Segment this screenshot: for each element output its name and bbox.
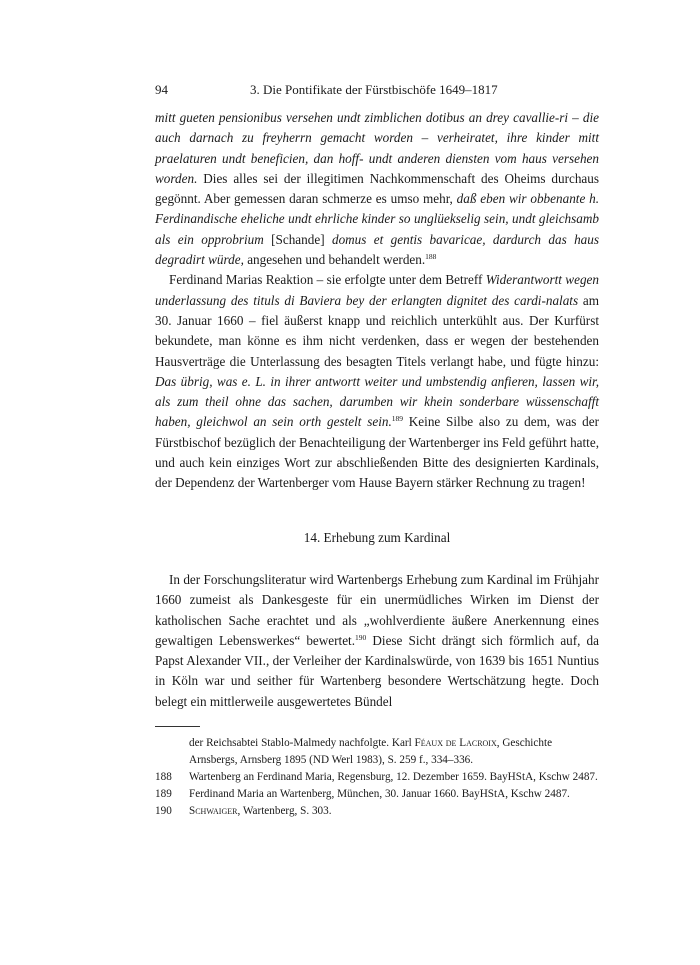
footnote-text: Wartenberg an Ferdinand Maria, Regensburg, 12. Dezember 1659. BayHStA, Kschw 2487. bbox=[189, 771, 598, 784]
footnote-188 bbox=[155, 769, 599, 786]
paragraph-3 bbox=[155, 570, 599, 712]
text: am 30. Januar 1660 – fiel äußerst knapp und reichlich unterkühlt aus. Der Kurfürst bekundete, man könne es ihm nicht verdenken, dass er wegen der bestehenden Hausverträge die Unterlassung des besagten Titels verlangt habe, und fügte hinzu: bbox=[155, 292, 599, 369]
text: Keine Silbe also zu dem, was der Fürstbischof bezüglich der Benachteiligung der Wartenberger ins Feld geführt hatte, und auch kein einziges Wort zur abschließenden Bitte des designierten Kardinals, der Dependenz der Wartenberger vom Hause Bayern stärker Rechnung zu tragen! bbox=[155, 414, 599, 491]
footnotes bbox=[155, 735, 599, 820]
footnote-189 bbox=[155, 786, 599, 803]
text: Ferdinand Marias Reaktion – sie erfolgte unter dem Betreff bbox=[169, 272, 486, 288]
footnote-number: 188 bbox=[155, 771, 172, 784]
quote: Das übrig, was e. L. in ihrer antwortt weiter und umbstendig anfieren, lassen wir, als zum theil ohne das sachen, darumben wir khein sonderbare wüssenschafft haben, gleichwol an sein orth gestelt sein. bbox=[155, 373, 599, 430]
text: Diese Sicht drängt sich förmlich auf, da Papst Alexander VII., der Verleiher der Kardinalswürde, von 1639 bis 1651 Nuntius in Köln war und seither für Wartenberg besondere Wertschätzung hegte. Doch belegt ein mittlerweile ausgewertetes Bündel bbox=[155, 632, 599, 709]
footnote-190 bbox=[155, 803, 599, 820]
footnote-text: , Wartenberg, S. 303. bbox=[237, 805, 332, 818]
running-head bbox=[155, 82, 599, 100]
section-heading: 14. Erhebung zum Kardinal bbox=[303, 529, 451, 545]
quote: daß eben wir obbenante h. Ferdinandische eheliche undt ehrliche kinder so unglüekselig sein, undt gleichsamb als ein opprobrium bbox=[155, 191, 600, 247]
footnote-text: Ferdinand Maria an Wartenberg, München, 30. Januar 1660. BayHStA, Kschw 2487. bbox=[189, 788, 570, 801]
quote: mitt gueten pensionibus versehen undt zimblichen dotibus an drey cavallie-ri – die auch darnach zu freyherrn gemacht worden – verheiratet, ihre kinder mitt praelaturen undt beneficien, dan hoff- undt anderen diensten vom haus versehen worden. bbox=[155, 110, 599, 186]
footnote-number: 190 bbox=[155, 805, 172, 818]
quote: Widerantwortt wegen underlassung des tituls di Baviera bey der erlangten dignitet des cardi-nalats bbox=[155, 272, 599, 308]
text: angesehen und behandelt werden. bbox=[243, 252, 426, 268]
footnote-continuation: der Reichsabtei Stablo-Malmedy nachfolgte. Karl Féaux de Lacroix, Geschichte Arnsbergs, Arnsberg 1895 (ND Werl 1983), S. 259 f., 334–336. bbox=[189, 737, 553, 767]
paragraph-1 bbox=[155, 108, 599, 270]
footnote-divider bbox=[155, 726, 200, 727]
text: In der Forschungsliteratur wird Wartenbergs Erhebung zum Kardinal im Frühjahr 1660 zumeist als Dankesgeste für ein unermüdliches Wirken im Dienst der katholischen Sache erachtet und als „wohlverdiente äußere Anerkennung eines gewaltigen Lebenswerkes“ bewertet. bbox=[155, 571, 599, 648]
footnote-ref-189: 189 bbox=[391, 414, 404, 424]
footnote-ref-190: 190 bbox=[355, 632, 367, 642]
quote: domus et gentis bavaricae, dardurch das haus degradirt würde, bbox=[155, 231, 599, 268]
text: Dies alles sei der illegitimen Nachkommenschaft des Oheims durchaus gegönnt. Aber gemessen daran schmerze es umso mehr, bbox=[155, 170, 599, 207]
book-page bbox=[155, 82, 599, 820]
text: [Schande] bbox=[263, 231, 332, 247]
footnote-ref-188: 188 bbox=[425, 252, 437, 262]
chapter-title: 3. Die Pontifikate der Fürstbischöfe 1649–1817 bbox=[250, 82, 498, 97]
author-name: Féaux de Lacroix bbox=[414, 737, 497, 750]
page-number: 94 bbox=[155, 82, 168, 97]
paragraph-2 bbox=[155, 270, 599, 493]
body-text bbox=[155, 108, 599, 712]
author-name: Schwaiger bbox=[189, 805, 238, 818]
footnote-number: 189 bbox=[155, 788, 172, 801]
